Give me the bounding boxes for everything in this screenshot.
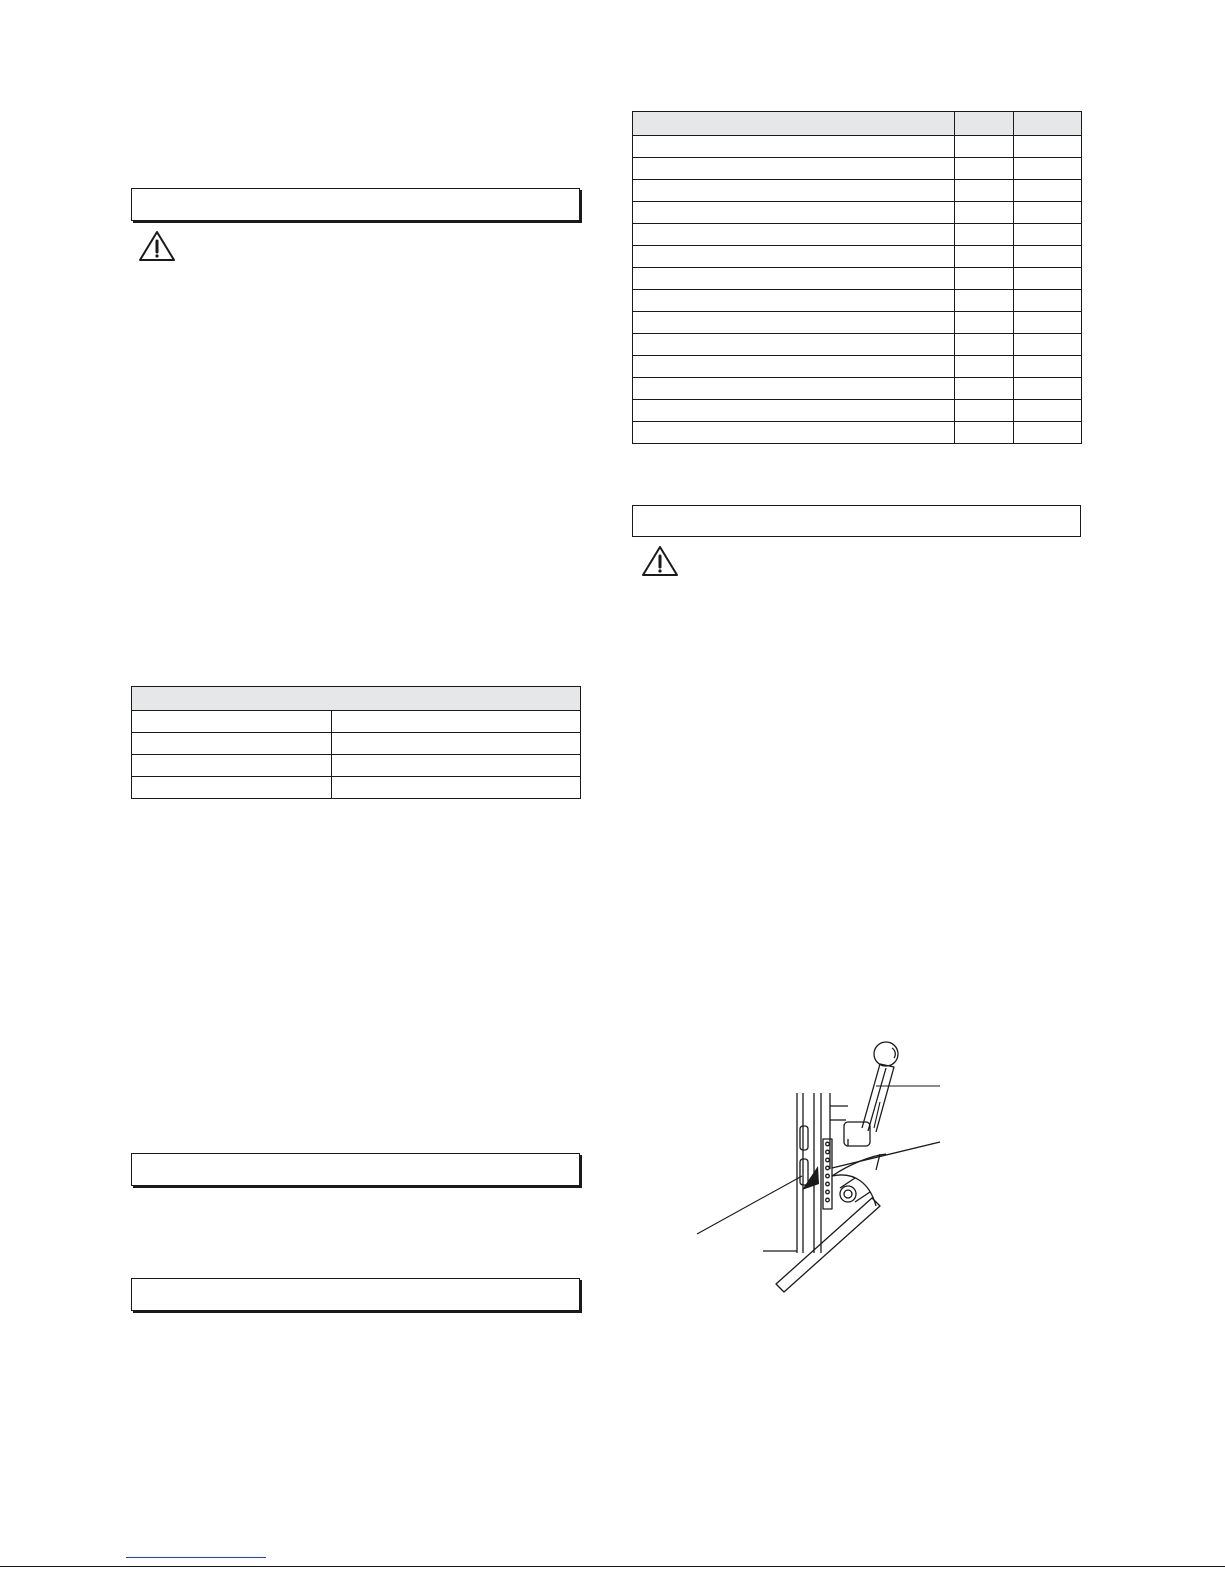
table-cell <box>955 158 1014 180</box>
spec-table-header <box>132 687 581 711</box>
table-row <box>132 711 581 733</box>
table-cell <box>633 422 955 444</box>
table-cell <box>955 334 1014 356</box>
table-cell <box>1014 356 1082 378</box>
table-cell <box>633 136 955 158</box>
table-cell <box>332 777 581 799</box>
table-cell <box>955 268 1014 290</box>
table-cell <box>955 422 1014 444</box>
table-cell <box>633 224 955 246</box>
table-row <box>633 378 1082 400</box>
bevel-lever-scale-drawing <box>690 1036 960 1301</box>
footer-link-underline[interactable] <box>126 1557 266 1558</box>
table-cell <box>1014 312 1082 334</box>
table-cell <box>1014 422 1082 444</box>
table-row <box>633 290 1082 312</box>
table-row <box>633 158 1082 180</box>
table-cell <box>955 400 1014 422</box>
table-cell <box>633 400 955 422</box>
table-row <box>633 356 1082 378</box>
table-cell <box>955 312 1014 334</box>
table-cell <box>1014 400 1082 422</box>
table-row <box>633 202 1082 224</box>
table-cell <box>955 202 1014 224</box>
table-cell <box>633 158 955 180</box>
table-cell <box>132 777 332 799</box>
table-row <box>633 246 1082 268</box>
warning-triangle-icon <box>138 230 176 262</box>
table-cell <box>633 312 955 334</box>
table-row <box>132 733 581 755</box>
table-row <box>633 268 1082 290</box>
table-cell <box>633 268 955 290</box>
table-row <box>633 136 1082 158</box>
table-row <box>132 755 581 777</box>
table-cell <box>633 290 955 312</box>
table-cell <box>955 224 1014 246</box>
table-cell <box>132 733 332 755</box>
table-cell <box>1014 180 1082 202</box>
parts-table-header-cell <box>955 112 1014 136</box>
table-row <box>132 777 581 799</box>
table-cell <box>955 180 1014 202</box>
table-cell <box>955 378 1014 400</box>
table-cell <box>1014 202 1082 224</box>
table-cell <box>955 356 1014 378</box>
table-row <box>633 422 1082 444</box>
table-row <box>633 334 1082 356</box>
table-cell <box>955 246 1014 268</box>
table-cell <box>633 202 955 224</box>
table-cell <box>132 711 332 733</box>
table-cell <box>1014 158 1082 180</box>
table-cell <box>633 356 955 378</box>
table-cell <box>955 290 1014 312</box>
parts-table-header-row <box>633 112 1082 136</box>
spec-table <box>131 686 581 799</box>
warning-triangle-icon <box>641 545 679 577</box>
table-cell <box>332 733 581 755</box>
table-row <box>633 224 1082 246</box>
table-cell <box>1014 268 1082 290</box>
table-row <box>633 180 1082 202</box>
table-cell <box>633 246 955 268</box>
table-cell <box>955 136 1014 158</box>
parts-table-header-cell <box>633 112 955 136</box>
parts-table <box>632 111 1082 444</box>
section-heading-box-1 <box>131 188 580 221</box>
table-cell <box>633 334 955 356</box>
section-heading-box-2 <box>131 1153 580 1186</box>
section-heading-box-right <box>632 505 1081 537</box>
table-cell <box>1014 224 1082 246</box>
parts-table-header-cell <box>1014 112 1082 136</box>
table-cell <box>332 755 581 777</box>
table-cell <box>1014 136 1082 158</box>
table-row <box>633 312 1082 334</box>
table-cell <box>132 755 332 777</box>
table-cell <box>633 180 955 202</box>
table-cell <box>633 378 955 400</box>
table-cell <box>1014 378 1082 400</box>
table-cell <box>1014 334 1082 356</box>
section-heading-box-3 <box>131 1278 580 1311</box>
table-cell <box>1014 290 1082 312</box>
table-cell <box>1014 246 1082 268</box>
table-row <box>633 400 1082 422</box>
footer-rule <box>0 1566 1225 1567</box>
table-cell <box>332 711 581 733</box>
spec-table-header-row <box>132 687 581 711</box>
